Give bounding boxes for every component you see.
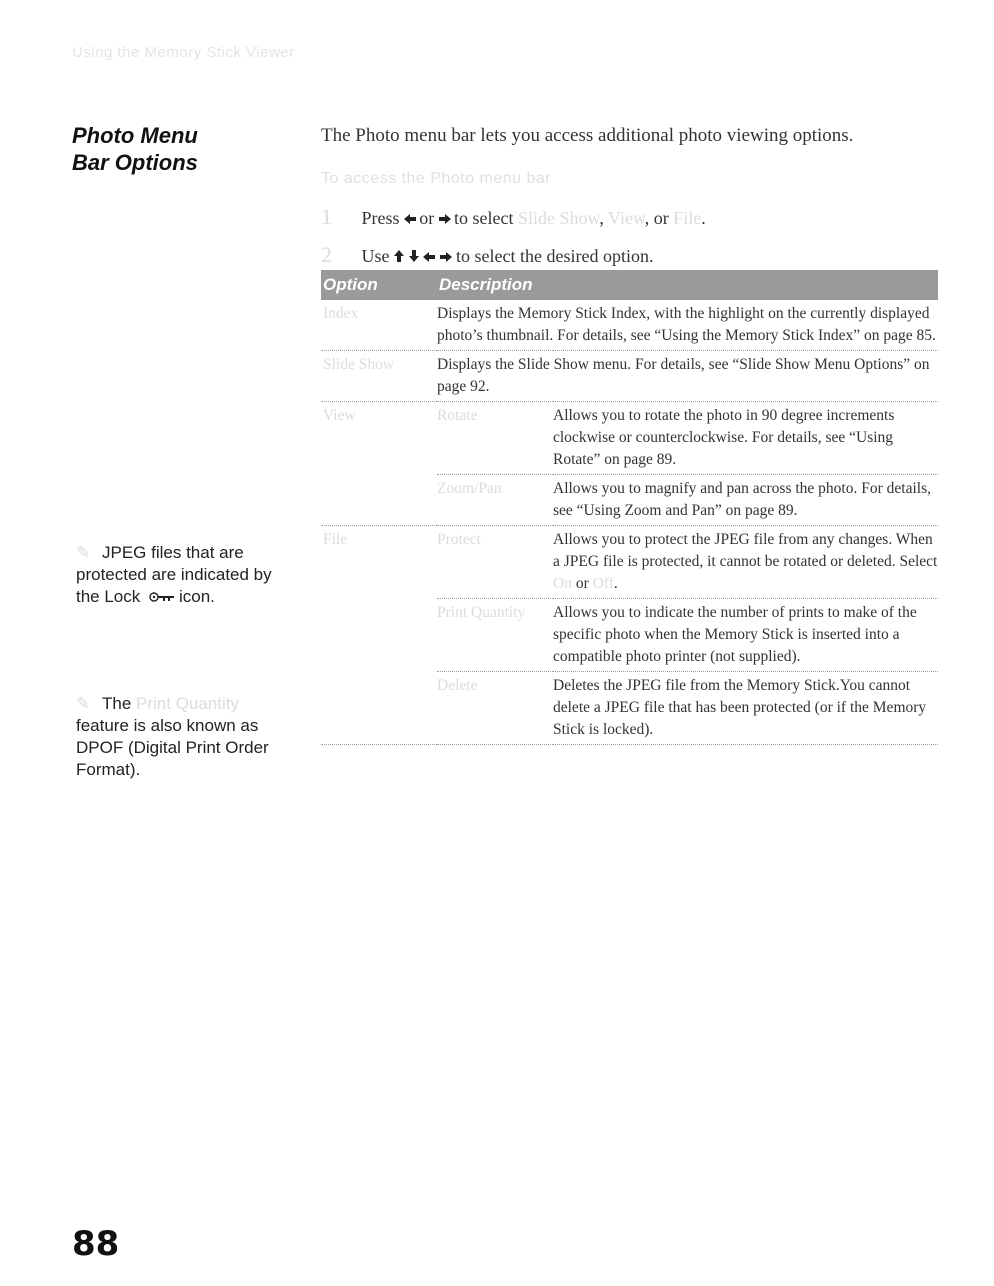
table-row — [321, 526, 938, 599]
suboption-cell: Zoom/Pan — [437, 475, 553, 526]
step-text: . — [701, 208, 706, 228]
section-title-line1: Photo Menu — [72, 123, 198, 148]
step-2 — [321, 242, 653, 268]
step-text: Press — [361, 208, 400, 228]
options-table — [321, 270, 938, 745]
page-number: 88 — [72, 1224, 120, 1264]
table-header-row — [321, 270, 938, 300]
note-protected-files — [76, 542, 296, 609]
header-option: Option — [321, 270, 437, 300]
description-text: . — [613, 575, 618, 592]
suboption-cell: Protect — [437, 526, 553, 599]
option-value-off: Off — [592, 575, 614, 592]
steps-heading: To access the Photo menu bar — [321, 170, 552, 187]
step-1 — [321, 204, 706, 230]
right-arrow-icon — [440, 246, 452, 266]
description-cell: Allows you to rotate the photo in 90 degree increments clockwise or counterclockwise. For details, see “Using Rotate” on page 89. — [553, 402, 938, 475]
section-title-line2: Bar Options — [72, 150, 198, 175]
description-cell — [553, 526, 938, 599]
option-cell: File — [321, 526, 437, 745]
table-row — [321, 300, 938, 351]
description-cell: Displays the Memory Stick Index, with the highlight on the currently displayed photo’s thumbnail. For details, see “Using the Memory Stick Index” on page 85. — [437, 300, 938, 351]
running-head: Using the Memory Stick Viewer — [72, 44, 295, 61]
option-name: Slide Show — [518, 208, 600, 228]
table-row — [321, 351, 938, 402]
option-cell: Index — [321, 300, 437, 351]
header-description: Description — [437, 270, 938, 300]
step-number: 1 — [321, 204, 332, 229]
feature-name: Print Quantity — [136, 694, 240, 713]
suboption-cell: Delete — [437, 672, 553, 745]
table-row — [321, 402, 938, 475]
down-arrow-icon — [409, 246, 419, 266]
step-text: , — [599, 208, 604, 228]
step-number: 2 — [321, 242, 332, 267]
left-arrow-icon — [423, 246, 435, 266]
step-text: or — [419, 208, 435, 228]
note-text: feature is also known as DPOF (Digital Print Order Format). — [76, 716, 269, 779]
intro-paragraph: The Photo menu bar lets you access additional photo viewing options. — [321, 125, 854, 146]
option-value-on: On — [553, 575, 572, 592]
option-cell: Slide Show — [321, 351, 437, 402]
step-text: to select the desired option. — [456, 246, 654, 266]
option-name: View — [608, 208, 645, 228]
description-cell: Allows you to indicate the number of prints to make of the specific photo when the Memory Stick is inserted into a compatible photo printer (not supplied). — [553, 599, 938, 672]
description-cell: Deletes the JPEG file from the Memory Stick.You cannot delete a JPEG file that has been protected (or if the Memory Stick is locked). — [553, 672, 938, 745]
right-arrow-icon — [439, 212, 454, 227]
lock-icon — [149, 587, 175, 609]
description-text: or — [575, 575, 589, 592]
step-text: to select — [454, 208, 514, 228]
option-name: File — [673, 208, 702, 228]
option-cell: View — [321, 402, 437, 526]
note-dpof — [76, 693, 296, 781]
note-text: icon. — [179, 587, 215, 606]
description-cell: Allows you to magnify and pan across the photo. For details, see “Using Zoom and Pan” on page 89. — [553, 475, 938, 526]
note-icon: ✎ — [76, 694, 91, 713]
step-text: , or — [644, 208, 669, 228]
section-title — [72, 122, 272, 176]
left-arrow-icon — [404, 212, 419, 227]
note-icon: ✎ — [76, 543, 91, 562]
up-arrow-icon — [394, 246, 404, 266]
description-text: Allows you to protect the JPEG file from any changes. When a JPEG file is protected, it cannot be rotated or deleted. Select — [553, 531, 938, 570]
step-text: Use — [361, 246, 390, 266]
suboption-cell: Print Quantity — [437, 599, 553, 672]
note-text: The — [102, 694, 132, 713]
note-text: JPEG files that are protected are indicated by the Lock — [76, 543, 272, 606]
description-cell: Displays the Slide Show menu. For details, see “Slide Show Menu Options” on page 92. — [437, 351, 938, 402]
suboption-cell: Rotate — [437, 402, 553, 475]
